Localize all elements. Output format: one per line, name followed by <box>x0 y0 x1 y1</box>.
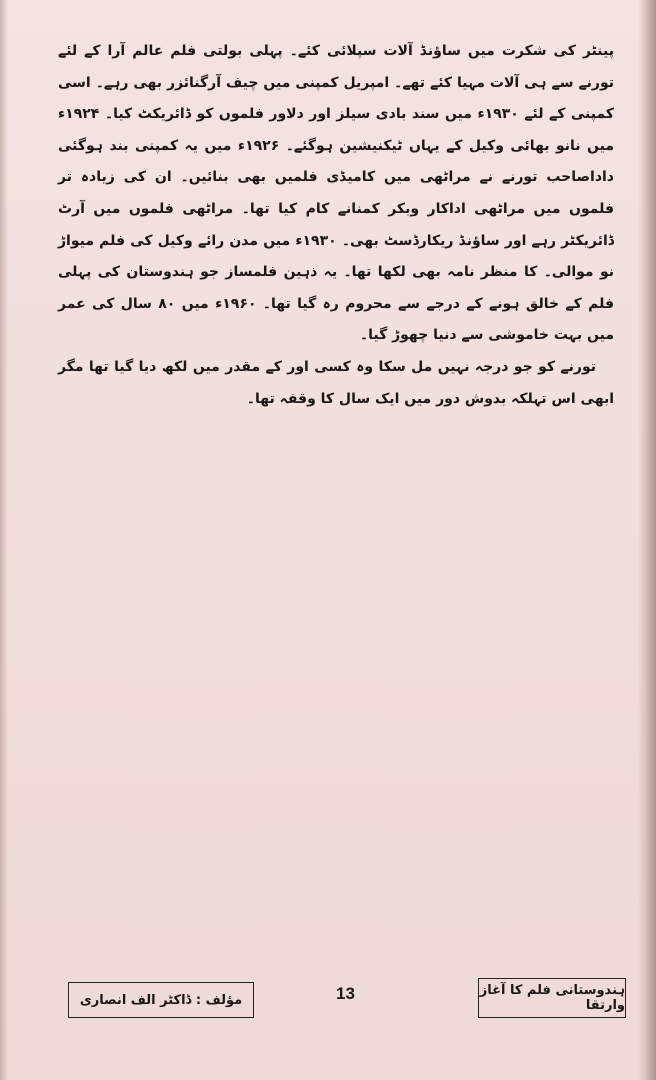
paragraph-2: تورنے کو جو درجہ نہیں مل سکا وہ کسی اور کے مقدر میں لکھ دیا گیا تھا مگر ابھی اس تہلکہ بدوش دور میں ایک سال کا وقفہ تھا۔ <box>58 358 614 407</box>
page-footer <box>0 978 656 1022</box>
page-number: 13 <box>336 984 355 1003</box>
author-label: مؤلف : ڈاکٹر الف انصاری <box>79 992 243 1008</box>
author-box <box>68 982 254 1018</box>
paragraph-1: پینٹر کی شکرت میں ساؤنڈ آلات سپلائی کئے۔ پہلی بولتی فلم عالم آرا کے لئے تورنے سے ہی آلات مہیا کئے تھے۔ امپریل کمپنی میں چیف آرگنائزر بھی رہے۔ اسی کمپنی کے لئے ۱۹۳۰ء میں سند بادی سیلز اور دلاور فلموں کو ڈائریکٹ کیا۔ ۱۹۲۴ء میں نانو بھائی وکیل کے یہاں ٹیکنیشین ہوگئے۔ ۱۹۲۶ء میں یہ کمپنی بند ہوگئی داداصاحب تورنے نے مراٹھی میں کامیڈی فلمیں بھی بنائیں۔ ان کی زیادہ تر فلموں میں مراٹھی اداکار وبکر کمنانے کام کیا تھا۔ مراٹھی فلموں میں آرٹ ڈائریکٹر رہے اور ساؤنڈ ریکارڈسٹ بھی۔ ۱۹۳۰ء میں مدن رائے وکیل کی فلم میواڑ نو موالی۔ کا منظر نامہ بھی لکھا تھا۔ یہ ذہین فلمساز جو ہندوستان کی پہلی فلم کے خالق ہونے کے درجے سے محروم رہ گیا تھا۔ ۱۹۶۰ء میں ۸۰ سال کی عمر میں بہت خاموشی سے دنیا چھوڑ گیا۔ <box>58 43 615 344</box>
body-text <box>58 36 614 415</box>
book-title-box <box>478 978 626 1018</box>
book-title: ہندوستانی فلم کا آغاز وارتقا <box>479 983 625 1013</box>
